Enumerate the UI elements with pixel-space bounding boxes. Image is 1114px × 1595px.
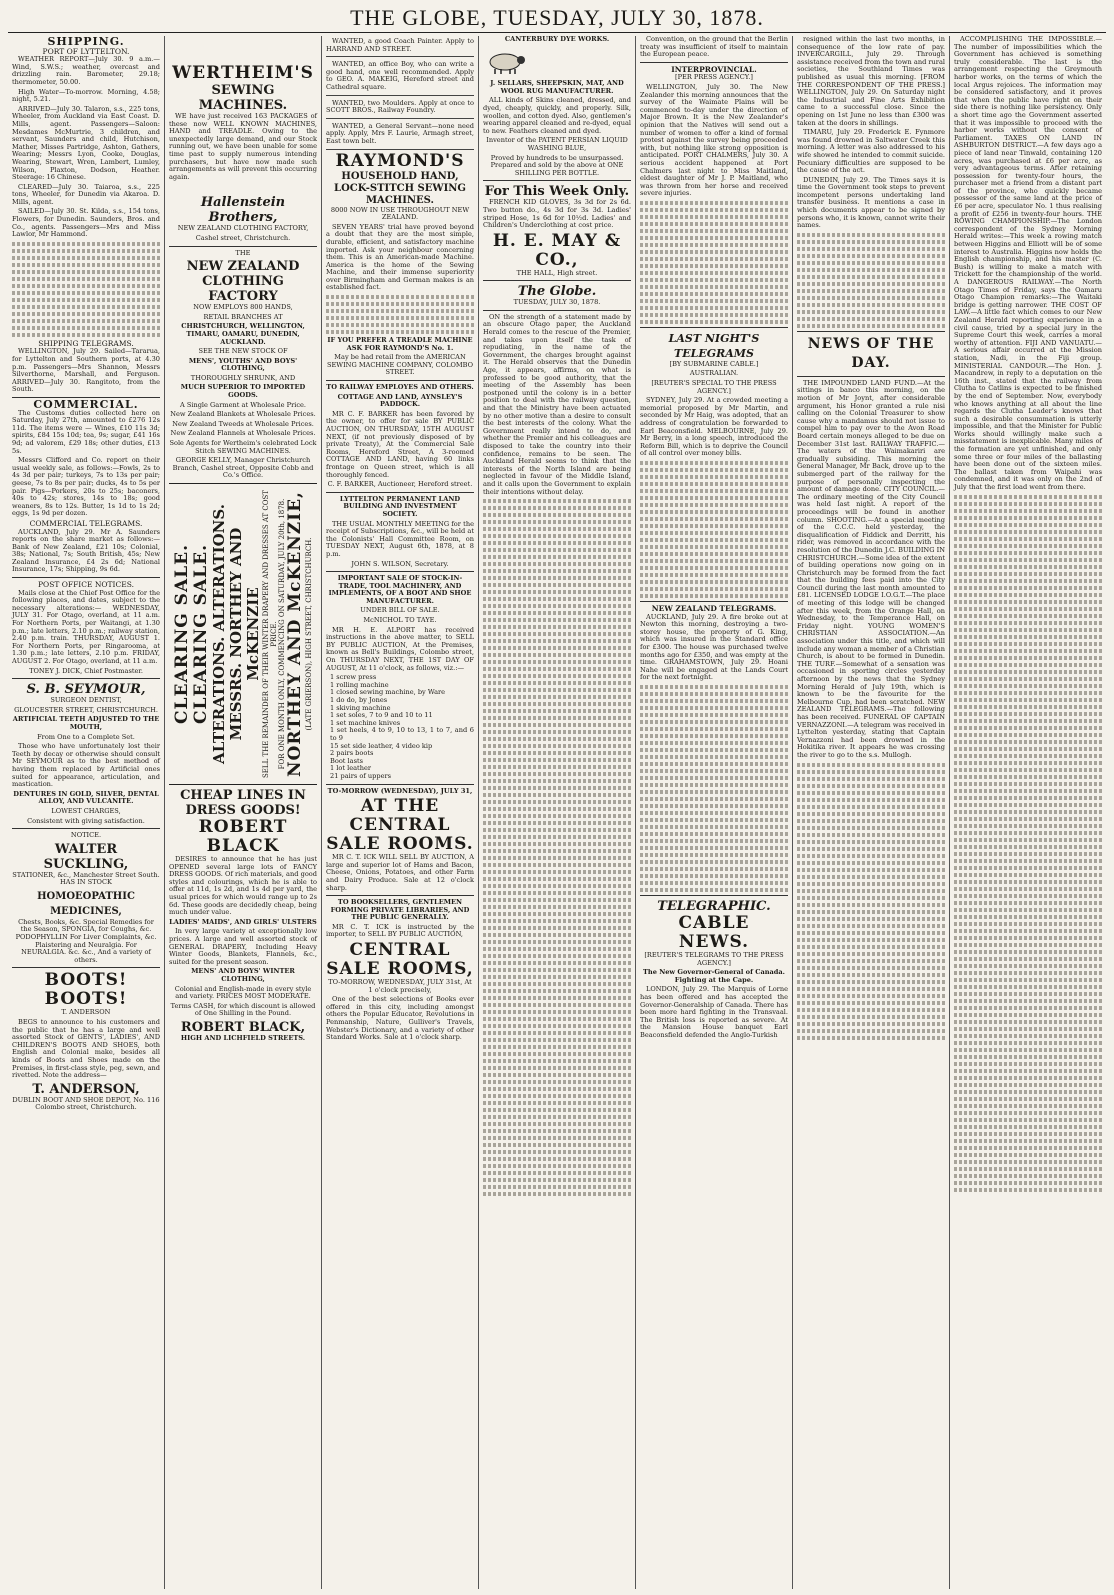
- clearing-sale-title: CLEARING SALE. CLEARING SALE.: [172, 544, 211, 724]
- tomorrow: TO-MORROW (WEDNESDAY), JULY 31,: [327, 786, 473, 795]
- the-label: THE: [235, 248, 251, 257]
- arrived: ARRIVED—July 30. Talaron, s.s., 225 tons, Wheeler, from Auckland via East Coast. D. Mills, agent. Passengers—Saloon: Mesdames McMurtrie, 3 children, and servant, Saunders and child, Hutchison, Mather, Misses Partridge, Ashton, Gathers, Wearing; Messrs Lyon, Cooke, Douglas, Wearing, Stewart, Wren, Lambert, Lumley, Wilson, Plaxton, Dodson, Heather. Steerage: 16 Chinese.: [12, 104, 160, 182]
- text-filler: [12, 242, 160, 337]
- mcnichol: McNICHOL TO TAYE.: [363, 616, 437, 625]
- list-item: 1 skiving machine: [330, 703, 391, 712]
- text-filler: [326, 295, 474, 334]
- cheap-lines: CHEAP LINES IN: [180, 788, 306, 803]
- dress-goods: DRESS GOODS!: [185, 803, 301, 818]
- dyeworks-heading: CANTERBURY DYE WORKS.: [504, 36, 610, 43]
- homoeopathic-heading: HOMOEOPATHIC MEDICINES,: [37, 890, 135, 917]
- branch-towns: CHRISTCHURCH, WELLINGTON, TIMARU, OAMARU, DUNEDIN, AUCKLAND.: [181, 322, 305, 346]
- commercial-text: The Customs duties collected here on Saturday, July 27th, amounted to £276 12s 11d. The items were — Wines, £10 11s 3d; spirits, £84 15s 10d; tea, 9s; sugar, £41 16s 9d; ad valorem, £29 18s; other duties, £13 5s.: [12, 408, 160, 455]
- column-2: [165, 36, 322, 1589]
- nz-telegrams-heading: NEW ZEALAND TELEGRAMS.: [651, 604, 777, 613]
- lyttelton-body: THE USUAL MONTHLY MEETING for the receipt of Subscriptions, &c., will be held at the Colonists' Hall Committee Room, on TUESDAY NEXT, August 6th, 1878, at 8 p.m.: [326, 519, 474, 558]
- cleared: CLEARED—July 30. Taiaroa, s.s., 225 tons, Wheeler, for Dunedin via Akaroa. D. Mills, agent.: [12, 182, 160, 206]
- tomorrow-2: TO-MORROW, WEDNESDAY, JULY 31st, At 1 o'clock precisely,: [328, 978, 472, 994]
- list-item: 1 rolling machine: [330, 680, 389, 689]
- sellars-heading: J. SELLARS, SHEEPSKIN, MAT, AND WOOL RUG MANUFACTURER.: [490, 79, 624, 95]
- list-item: 15 set side leather, 4 video kip: [330, 741, 433, 750]
- tuck-body: MR C. T. ICK WILL SELL BY AUCTION, A large and superior lot of Hams and Bacon, Cheese, Onions, Potatoes, and other Farm and Dairy Produce. Sale at 12 o'clock sharp.: [326, 853, 474, 892]
- anderson-body: BEGS to announce to his customers and the public that he has a large and well assorted Stock of GENTS', LADIES', AND CHILDREN'S BOOTS AND SHOES, both English and Colonial make, besides all kinds of Boots and Shoes made on the Premises, in first-class style, peg, sewn, and rivetted. Note the address—: [12, 1018, 160, 1080]
- items-list: [326, 674, 474, 780]
- post-office-heading: POST OFFICE NOTICES.: [38, 580, 134, 590]
- superior: MUCH SUPERIOR TO IMPORTED GOODS.: [180, 383, 306, 400]
- northey-mckenzie: NORTHEY AND McKENZIE,: [285, 491, 305, 777]
- employs: NOW EMPLOYS 800 HANDS,: [193, 303, 293, 312]
- clothing-factory-heading: CLOTHING FACTORY: [202, 274, 284, 305]
- convention-text: Convention, on the ground that the Berlin treaty was insufficient of itself to maintain the European peace.: [640, 36, 788, 59]
- may-heading: H. E. MAY & CO.,: [492, 230, 622, 270]
- tuck-2: MR C. T. ICK is instructed by the importer, to SELL BY PUBLIC AUCTION,: [326, 922, 474, 939]
- reuter: [REUTER'S SPECIAL TO THE PRESS AGENCY.]: [651, 379, 777, 395]
- seymour-name: S. B. SEYMOUR,: [26, 682, 146, 698]
- masthead: THE GLOBE, TUESDAY, JULY 30, 1878.: [8, 6, 1106, 33]
- commercial-telegrams: AUCKLAND, July 29. Mr A. Saunders reports on the share market as follows:—Bank of New Zealand, £21 10s; Colonial, 38s; National, 7s; South British, 45s; New Zealand Insurance, £4 2s 6d; National Insurance, 17s; Shipping, 9s 6d.: [12, 527, 160, 574]
- clearing-sale-rotated: [173, 489, 313, 779]
- suckling-name: WALTER SUCKLING,: [43, 841, 129, 872]
- one-month: FOR ONE MONTH ONLY, COMMENCING ON SATURDAY, JULY 20th, 1878.: [278, 498, 286, 770]
- column-4: [479, 36, 636, 1589]
- wanted-1: WANTED, a good Coach Painter. Apply to HARRAND AND STREET.: [326, 36, 474, 57]
- anderson-sub: T. ANDERSON: [61, 1008, 111, 1017]
- alport-body: MR H. E. ALPORT has received instructions in the above matter, to SELL BY PUBLIC AUCTION, At the Premises, known as Bell's Buildings, Colombo street, On THURSDAY NEXT, THE 1ST DAY OF AUGUST, At 11 o'clock, as follows, viz.:—: [326, 625, 474, 672]
- news-of-the-day-heading: NEWS OF THE DAY.: [807, 335, 935, 371]
- anderson-address: DUBLIN BOOT AND SHOE DEPOT, No. 116 Colombo street, Christchurch.: [12, 1095, 160, 1112]
- raymonds-body: SEVEN YEARS' trial have proved beyond a doubt that they are the most simple, durable, efficient, and satisfactory machine imported. Ask your neighbour concerning them. This is an American-made Machine. America is the home of the Sewing Machine, and their immense superiority over Birmingham and German makes is an established fact.: [326, 222, 474, 292]
- alterations: ALTERATIONS. ALTERATIONS.: [210, 504, 228, 764]
- shrunk: THOROUGHLY SHRUNK, AND: [190, 373, 296, 382]
- commercial-telegrams-heading: COMMERCIAL TELEGRAMS.: [29, 518, 143, 528]
- wanted-3: WANTED, two Moulders. Apply at once to SCOTT BROS., Railway Foundry.: [326, 98, 474, 119]
- post-office-notices: Mails close at the Chief Post Office for the following places, and dates, subject to the necessary alterations:— WEDNESDAY, JULY 31. For Otago, overland, at 11 a.m. For Northern Ports, per Waitangi, at 1.30 p.m.; late letters, 2.10 p.m.; railway station, 2.40 p.m. train. THURSDAY, AUGUST 1. For Northern Ports, per Ringarooma, at 1.30 p.m.; late letters, 2.10 p.m. FRIDAY, AUGUST 2. For Otago, overland, at 11 a.m.: [12, 588, 160, 665]
- globe-title: The Globe.: [517, 284, 597, 300]
- bill-of-sale: UNDER BILL OF SALE.: [360, 606, 440, 615]
- sell-remainder: SELL THE REMAINDER OF THEIR WINTER DRAPERY AND DRESSES AT COST PRICE.: [262, 490, 278, 778]
- this-week-heading: For This Week Only.: [484, 184, 630, 200]
- text-filler: [640, 685, 788, 892]
- interprovincial-body: WELLINGTON, July 30. The New Zealander this morning announces that the survey of the Waimate Plains will be commenced to-day under the direction of Major Brown. It is the New Zealander's opinion that the Natives will send out a number of women to offer a kind of formal protest against the survey being proceeded with, but nothing like strong opposition is anticipated. PORT CHALMERS, July 30. A serious accident happened at Port Chalmers last night to Miss Maitland, eldest daughter of Mr J. P. Maitland, who was thrown from her horse and received severe injuries.: [640, 82, 788, 198]
- high-water: High Water—To-morrow. Morning, 4.58; night, 5.21.: [12, 87, 160, 104]
- cable-body: LONDON, July 29. The Marquis of Lorne has been offered and has accepted the Governor-Generalship of Canada. There has been more hard fighting in the Transvaal. The British loss is reported as severe. At the Mansion House banquet Earl Beaconsfield defended the Anglo-Turkish: [640, 985, 788, 1039]
- cottage-body: MR C. F. BARKER has been favored by the owner, to offer for sale BY PUBLIC AUCTION, ON THURSDAY, 15TH AUGUST NEXT, (if not previously disposed of by private Treaty), At the Commercial Sale Rooms, Hereford Street, A 3-roomed COTTAGE AND LAND, having 60 links frontage on Queen street, which is all thoroughly fenced.: [326, 409, 474, 479]
- commercial-text-2: Messrs Clifford and Co. report on their usual weekly sale, as follows:—Fowls, 2s to 4s 3d per pair; turkeys, 7s to 13s per pair; geese, 7s to 8s per pair; ducks, 4s to 5s per pair. Pigs—Porkers, 20s to 25s; baconers, 40s to 42s; stores, 14s to 18s; good weaners, 8s to 12s. Butter, 1s 1d to 1s 2d; eggs, 1s 9d per dozen.: [12, 456, 160, 518]
- columns: [8, 36, 1106, 1589]
- robert-black-body: DESIRES to announce that he has just OPENED several large lots of FANCY DRESS GOODS. Of rich materials, and good styles and colourings, which he is able to offer at 11d, 1s 2d, and 1s 4d per yard, the usual prices for which would range up to 2s 6d. These goods are decidedly cheap, being much under value.: [169, 855, 317, 917]
- late-grierson: (LATE GRIERSON), HIGH STREET, CHRISTCHURCH.: [305, 537, 313, 731]
- globe-date: TUESDAY, JULY 30, 1878.: [513, 298, 601, 307]
- terms: Terms CASH, for which discount is allowed of One Shilling in the Pound.: [170, 1001, 316, 1018]
- shipping-telegrams: WELLINGTON, July 29. Sailed—Tararua, for Lyttelton and Southern ports, at 4.30 p.m. Passengers—Mrs Shannon, Messrs Silverthorne, Marshall, and Ferguson. ARRIVED—July 30. Rangitoto, from the South.: [12, 347, 160, 394]
- wanted-2: WANTED, an office Boy, who can write a good hand, one well recommended. Apply to GEO. A. MAKEIG, Hereford street and Cathedral square.: [326, 59, 474, 95]
- new-zealand-heading: NEW ZEALAND: [186, 259, 300, 275]
- wholesale-3: New Zealand Tweeds at Wholesale Prices.: [172, 419, 314, 428]
- railway-employes: TO RAILWAY EMPLOYES AND OTHERS.: [326, 383, 474, 392]
- text-filler: [640, 201, 788, 324]
- list-item: 1 set heels, 4 to 9, 10 to 13, 1 to 7, and 6 to 9: [330, 726, 474, 742]
- list-item: 1 set machine knives: [330, 718, 401, 727]
- lyttelton-heading: LYTTELTON PERMANENT LAND BUILDING AND INVESTMENT SOCIETY.: [339, 494, 461, 518]
- wertheims-body: WE have just received 163 PACKAGES of these now WELL KNOWN MACHINES, HAND and TREADLE. Owing to the unexpectedly large demand, and our Stock running out, we have been unable for some time past to supply numerous intending purchasers, but have now made such arrangements as will prevent this occurring again.: [169, 112, 317, 181]
- column-5: [636, 36, 793, 1589]
- list-item: 1 lot leather: [330, 764, 372, 773]
- mens-clothing: MENS', YOUTHS' AND BOYS' CLOTHING,: [188, 356, 298, 373]
- central-sale-rooms-2: CENTRAL SALE ROOMS,: [326, 940, 474, 980]
- clearing-sale-ad: [169, 483, 317, 785]
- seymour-charges: LOWEST CHARGES,: [51, 806, 121, 815]
- reuter-2: [REUTER'S TELEGRAMS TO THE PRESS AGENCY.]: [644, 950, 784, 967]
- american: May be had retail from the AMERICAN SEWING MACHINE COMPANY, COLOMBO STREET.: [326, 353, 474, 377]
- leader-article: ON the strength of a statement made by an obscure Otago paper, the Auckland Herald comes to the rescue of the Premier, and takes upon itself the task of repudiating, in the name of the Government, the charges brought against it. The Herald observes that the Dunedin Age, it appears, affirms, on what is professed to be good authority, that the meeting of the Assembly has been postponed until the colony is in a better position to deal with the railway question, and that the Ministry have been actuated by no other motive than a desire to consult the best interests of the colony. What the Government really intend to do, and whether the Premier and his colleagues are disposed to take the country into their confidence, remains to be seen. The Auckland Herald seems to think that the interests of the North Island are being neglected in favour of the Middle Island, and it calls upon the Government to explain their intentions without delay.: [483, 312, 631, 496]
- cottage-heading: COTTAGE AND LAND, AYNSLEY'S PADDOCK.: [337, 392, 463, 409]
- column-3: [322, 36, 479, 1589]
- list-item: 1 closed sewing machine, by Ware: [330, 688, 446, 697]
- seymour-charges-2: Consistent with giving satisfaction.: [27, 816, 145, 825]
- proved: Proved by hundreds to be unsurpassed. Prepared and sold by the above at ONE SHILLING PER BOTTLE.: [490, 153, 624, 177]
- seymour-teeth: ARTIFICIAL TEETH ADJUSTED TO THE MOUTH,: [12, 715, 160, 731]
- ulsters-body: In very large variety at exceptionally low prices. A large and well assorted stock of GENERAL DRAPERY, Including Heavy Winter Goods, Blankets, Flannels, &c., suited for the present season.: [169, 927, 317, 966]
- australian-body: SYDNEY, July 29. At a crowded meeting a memorial proposed by Mr Martin, and seconded by Mr Haig, was adopted, that an address of congratulation be forwarded to Earl Beaconsfield. MELBOURNE, July 29. Mr Berry, in a long speech, introduced the Reform Bill, which is to deprive the Council of all control over money bills.: [640, 396, 788, 458]
- wholesale-4: New Zealand Flannels at Wholesale Prices.: [170, 429, 316, 438]
- nz-telegrams-body: AUCKLAND, July 29. A fire broke out at Newton this morning, destroying a two-storey house, the property of G. King, which was insured in the Standard office for £300. The house was purchased twelve months ago for £350, and was empty at the time. GRAHAMSTOWN, July 29. Hoani Nahe will be engaged at the Lands Court for the next fortnight.: [640, 612, 788, 682]
- submarine: [BY SUBMARINE CABLE.]: [669, 359, 759, 368]
- shipping-heading: SHIPPING.: [47, 36, 125, 48]
- list-item: 1 set soles, 7 to 9 and 10 to 11: [330, 711, 433, 720]
- ulsters-heading: LADIES' MAIDS', AND GIRLS' ULSTERS: [169, 917, 317, 926]
- governor-heading: The New Governor-General of Canada. Fighting at the Cape.: [643, 968, 785, 984]
- wholesale-2: New Zealand Blankets at Wholesale Prices.: [170, 410, 316, 419]
- sellars-body: ALL kinds of Skins cleaned, dressed, and dyed, cheaply, quickly, and properly. Silk, woollen, and cotton dyed. Also, gentlemen's wearing apparel cleaned and re-dyed, equal to new. Feathers cleaned and dyed.: [483, 96, 631, 135]
- commercial-heading: COMMERCIAL.: [33, 398, 139, 411]
- sole-agents: Sole Agents for Wertheim's celebrated Lock Stitch SEWING MACHINES.: [169, 439, 317, 455]
- sailed: SAILED—July 30. St. Kilda, s.s., 154 tons, Flowers, for Dunedin. Saunders, Bros. and Co., agents. Passengers—Mrs and Miss Lawlor, Mr Hammond.: [12, 207, 160, 239]
- list-item: 1 screw press: [330, 673, 377, 682]
- books-body: One of the best selections of Books ever offered in this city, including amongst others the Popular Educator, Revolutions in Penmanship, Nature, Gulliver's Travels, Webster's Dictionary, and a variety of other Standard Works. Sale at 1 o'clock sharp.: [326, 995, 474, 1042]
- text-filler: [483, 499, 631, 1196]
- shipping-telegrams-heading: SHIPPING TELEGRAMS.: [38, 338, 134, 348]
- wertheims-heading: WERTHEIM'S: [172, 63, 314, 83]
- hallenstein-address: Cashel street, Christchurch.: [195, 233, 291, 242]
- wholesale-1: A Single Garment at Wholesale Price.: [179, 400, 307, 409]
- see-stock: SEE THE NEW STOCK OF: [198, 347, 288, 356]
- winter-clothing: MENS' AND BOYS' WINTER CLOTHING,: [191, 967, 295, 983]
- sheep-icon: [483, 49, 529, 75]
- text-filler: [797, 763, 945, 1040]
- port-heading: PORT OF LYTTELTON.: [42, 46, 130, 56]
- homoeopathic-body: Chests, Books, &c. Special Remedies for the Season, SPONGIA, for Coughs, &c. PODOPHYLLIN For Liver Complaints, &c. Plaistering and Neuralgia. For NEURALGIA. &c. &c., And a variety of others.: [15, 917, 157, 964]
- anderson-name: T. ANDERSON,: [32, 1081, 140, 1097]
- telegraphic-heading: TELEGRAPHIC.: [657, 898, 771, 914]
- hallenstein-heading: Hallenstein Brothers,: [200, 195, 286, 226]
- robert-black-footer: ROBERT BLACK,: [180, 1019, 306, 1035]
- col6-top: resigned within the last two months, in consequence of the low rate of pay. INVERCARGILL, July 29. Through assistance received from the town and rural societies, the Southland Times was published as usual this morning. [FROM THE CORRESPONDENT OF THE PRESS.] WELLINGTON, July 29. On Saturday night the Industrial and Fine Arts Exhibition came to a successful close. Since the opening on 1st June no less than £300 was taken at the doors in shillings.: [797, 36, 945, 127]
- prices: Colonial and English-made in every style and variety. PRICES MOST MODERATE.: [174, 984, 312, 1001]
- suckling-sub: STATIONER, &c., Manchester Street South. HAS IN STOCK: [12, 870, 160, 887]
- timaru: TIMARU, July 29. Frederick E. Fynmore was found drowned in Saltwater Creek this morning. A letter was also addressed to his wife showed he intended to commit suicide. Pecuniary difficulties are supposed to be the cause of the act.: [797, 128, 945, 175]
- wanted-4: WANTED, a General Servant—none need apply. Apply, Mrs F. Laurie, Armagh street, East town belt.: [326, 121, 474, 150]
- weather-report: WEATHER REPORT—July 30. 9 a.m.—Wind, S.W.S.; weather, overcast and drizzling rain. Barometer, 29.18; thermometer, 50.00.: [12, 55, 160, 86]
- list-item: Boot lasts: [330, 756, 363, 765]
- boots-heading: BOOTS! BOOTS!: [44, 970, 128, 1010]
- seymour-title: SURGEON DENTIST,: [50, 696, 122, 705]
- raymonds-use: 8000 NOW IN USE THROUGHOUT NEW ZEALAND.: [330, 205, 470, 222]
- important-sale: IMPORTANT SALE OF STOCK-IN-TRADE, TOOL MACHINERY, AND IMPLEMENTS, OF A BOOT AND SHOE MANUFACTURER.: [328, 574, 472, 605]
- sewing-machines-heading: SEWING MACHINES.: [198, 83, 288, 113]
- news-body: THE IMPOUNDED LAND FUND.—At the sittings in banco this morning, on the motion of Mr Joynt, after considerable argument, his Honor granted a rule nisi calling on the Colonial Treasurer to show cause why a mandamus should not issue to compel him to pay over to the Avon Road Board certain moneys alleged to be due on December 31st last. RAILWAY TRAFFIC.—The waters of the Waimakariri are gradually subsiding. This morning the General Manager, Mr Back, drove up to the submerged part of the railway for the purpose of personally inspecting the amount of damage done. CITY COUNCIL.—The ordinary meeting of the City Council was held last night. A report of the proceedings will be found in another column. SHOOTING.—At a special meeting of the C.C.C. held yesterday, the disqualification of Fiddick and Derritt, his rider, was removed in accordance with the resolution of the Dunedin J.C. BUILDING IN CHRISTCHURCH.—Some idea of the extent of building operations now going on in Christchurch may be formed from the fact that the building fees paid into the City Council during the last month amounted to £81. LICENSED LODGE I.O.G.T.—The place of meeting of this lodge will be changed after this week, from the Orange Hall, on Wednesday, to the Temperance Hall, on Friday night. YOUNG WOMEN'S CHRISTIAN ASSOCIATION.—An association under this title, and which will include any woman a member of a Christian Church, is about to be formed in Dunedin. THE TURF.—Somewhat of a sensation was occasioned in sporting circles yesterday afternoon by the news that the Sydney Morning Herald of July 19th, which is known to be the favourite for the Melbourne Cup, had been scratched. NEW ZEALAND TELEGRAMS.—The following has been received. FUNERAL OF CAPTAIN VERNAZZONI.—A telegram was received in Lyttelton yesterday, stating that Captain Vernazzoni had been drowned in the Hokitika river. It appears he was crossing the river to go to the s.s. Mullogh.: [797, 378, 945, 759]
- interprovincial-heading: INTERPROVINCIAL.: [671, 64, 757, 74]
- seymour-dentures: DENTURES IN GOLD, SILVER, DENTAL ALLOY, AND VULCANITE.: [13, 789, 159, 806]
- postmaster: TONEY J. DICK, Chief Postmaster.: [29, 666, 143, 675]
- column-1: [8, 36, 165, 1589]
- australian: AUSTRALIAN.: [689, 369, 739, 378]
- text-filler: [797, 233, 945, 328]
- seymour-from: From One to a Complete Set.: [37, 732, 135, 741]
- press-agency: [PER PRESS AGENCY.]: [675, 73, 753, 82]
- column-6: [793, 36, 950, 1589]
- cable-news-heading: CABLE NEWS.: [678, 912, 750, 952]
- list-item: 21 pairs of uppers: [330, 771, 392, 780]
- inventor: Inventor of the PATENT PERSIAN LIQUID WASHING BLUE,: [486, 136, 628, 152]
- booksellers: TO BOOKSELLERS, GENTLEMEN FORMING PRIVATE LIBRARIES, AND THE PUBLIC GENERALLY.: [330, 898, 470, 922]
- robert-black-address: HIGH AND LICHFIELD STREETS.: [180, 1033, 306, 1042]
- seymour-address: GLOUCESTER STREET, CHRISTCHURCH.: [14, 705, 158, 714]
- seymour-body: Those who have unfortunately lost their Teeth by decay or otherwise should consult Mr SEYMOUR as to the best method of having them replaced by Artificial ones suited for appearance, articulation, and mastication.: [12, 742, 160, 789]
- raymonds-heading: RAYMOND'S: [335, 150, 465, 171]
- list-item: 1 do do, by Jones: [330, 696, 388, 704]
- central-sale-rooms: AT THE CENTRAL SALE ROOMS.: [326, 796, 474, 855]
- text-filler: [954, 495, 1102, 1192]
- hallenstein-sub: NEW ZEALAND CLOTHING FACTORY,: [177, 224, 309, 233]
- column-7: [950, 36, 1106, 1589]
- text-filler: [640, 461, 788, 598]
- retail-branches: RETAIL BRANCHES AT: [203, 312, 283, 321]
- raymonds-sub: HOUSEHOLD HAND, LOCK-STITCH SEWING MACHINES.: [334, 170, 466, 206]
- col7-body: ACCOMPLISHING THE IMPOSSIBLE.—The number of impossibilities which the Government has achieved is something truly considerable. The last is the arrangement respecting the Greymouth harbor works, on the terms of which the local Argus rejoices. The information may be considered satisfactory, and it proves that when the public have right on their side there is nothing like persistency. Only a short time ago the Government asserted that it was impossible to proceed with the harbor works without the consent of Parliament. TAXES ON LAND IN ASHBURTON DISTRICT.—A few days ago a piece of land near Tinwald, containing 120 acres, was purchased at £6 per acre, as very advantageous terms. After retaining possession for twenty-four hours, the purchaser met a friend from a distant part of the province, who quickly became possessor of the same land at the price of £6 per acre, speculator No. 1 thus realising a profit of £256 in twenty-four hours. THE ROWING CHAMPIONSHIP.—The London correspondent of the Sydney Morning Herald writes:—This week a rowing match between Higgins and Elliott will be of some interest to Australia. Higgins now holds the English championship, and his master (C. Bush) is willing to make a match with Trickett for the championship of the world. A DANGEROUS RAILWAY.—The North Otago Times of Friday, says the Oamaru Otago Champion remarks:—The Waitaki bridge is getting narrower. THE COST OF LAW.—A little fact which comes to our New Zealand Herald reporting experience in a civil cause, tried by a special jury in the Supreme Court this week, carries a moral worthy of attention. FIJI AND VANUATU.—A serious affair occurred at the Mission station, Nadi, in the Fiji group. MINISTERIAL CANDOUR.—The Hon. J. Macandrew, in reply to a deputation on the 16th inst., stated that the railway from Clutha to Catlins is expected to be finished by the end of September. Now, everybody who knows anything at all about the line regards the Clutha Leader's knows that such a desirable consummation is utterly impossible, and that the Minister for Public Works should willingly make such a misstatement is inexplicable. Many miles of the formation are yet unfinished, and only some three or four miles of the ballasting have been done out of the sixteen miles. The ballast taken from Waipahi was condemned, and it was only on the 2nd of July that the first load went from there.: [954, 36, 1102, 492]
- list-item: 2 pairs boots: [330, 749, 374, 758]
- gloves-body: FRENCH KID GLOVES, 3s 3d for 2s 6d. Two button do., 4s 3d for 3s 3d. Ladies' striped Hose, 1s 6d for 10½d. Ladies' and Children's Underclothing at cost price.: [483, 198, 631, 230]
- last-night-heading: LAST NIGHT'S TELEGRAMS: [668, 331, 760, 360]
- may-address: THE HALL, High street.: [516, 268, 598, 277]
- dunedin: DUNEDIN, July 29. The Times says it is time the Government took steps to prevent incompetent persons undertaking land transfer business. It mentions a case in which documents appear to be signed by persons who, it is known, cannot write their names.: [797, 175, 945, 230]
- messrs-northey: MESSRS. NORTHEY AND McKENZIE: [227, 527, 262, 741]
- wilson: JOHN S. WILSON, Secretary.: [351, 559, 449, 568]
- notice-heading: NOTICE.: [70, 831, 102, 840]
- robert-black-heading: ROBERT BLACK: [198, 817, 288, 856]
- barker: C. F. BARKER, Auctioneer, Hereford street.: [327, 480, 473, 489]
- kelly: GEORGE KELLY, Manager Christchurch Branch, Cashel street, Opposite Cobb and Co.'s Office.: [172, 456, 314, 480]
- treadle: IF YOU PREFER A TREADLE MACHINE ASK FOR RAYMOND'S No. 1.: [327, 336, 473, 352]
